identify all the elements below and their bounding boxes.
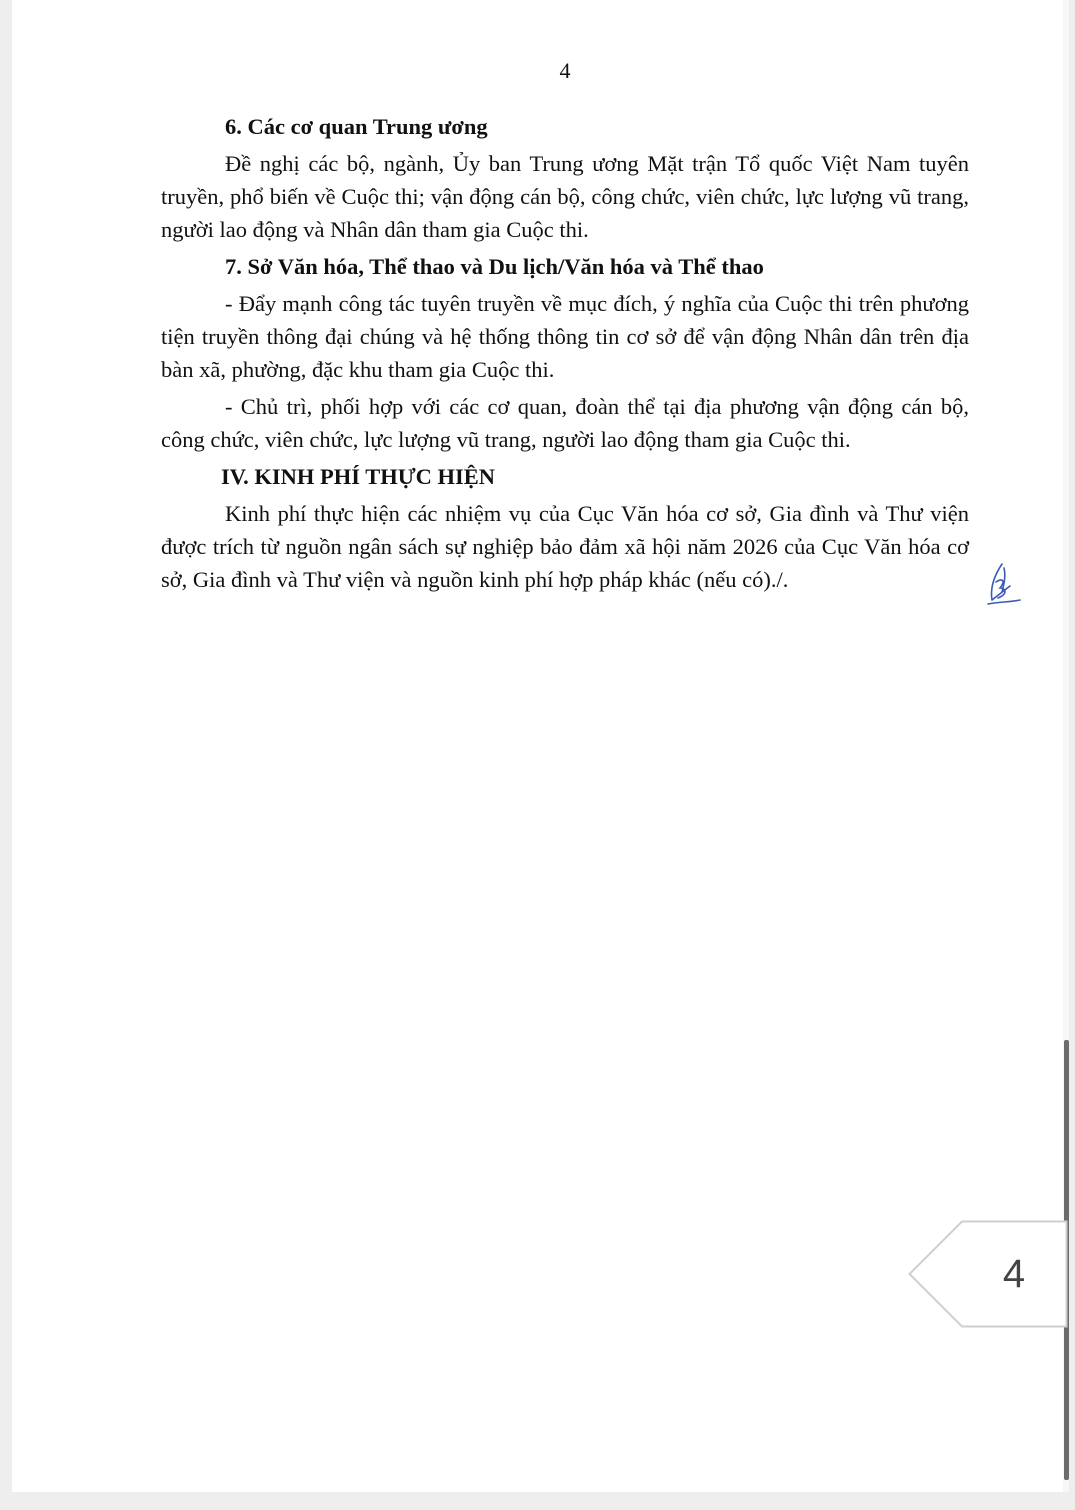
section-heading-culture-department: 7. Sở Văn hóa, Thể thao và Du lịch/Văn hóa và Thể thao — [225, 254, 764, 279]
document-page — [12, 0, 1069, 1492]
document-body — [161, 110, 969, 600]
paragraph-funding: Kinh phí thực hiện các nhiệm vụ của Cục Văn hóa cơ sở, Gia đình và Thư viện được trích từ nguồn ngân sách sự nghiệp bảo đảm xã hội năm 2026 của Cục Văn hóa cơ sở, Gia đình và Thư viện và nguồn kinh phí hợp pháp khác (nếu có)./. — [161, 501, 969, 592]
paragraph-central-agencies: Đề nghị các bộ, ngành, Ủy ban Trung ương Mặt trận Tổ quốc Việt Nam tuyên truyền, phổ biến về Cuộc thi; vận động cán bộ, công chức, viên chức, lực lượng vũ trang, người lao động và Nhân dân tham gia Cuộc thi. — [161, 151, 969, 242]
initial-signature-mark — [980, 558, 1028, 610]
page-number: 4 — [559, 58, 571, 83]
page-indicator-badge — [908, 1220, 1068, 1328]
section-heading-funding: IV. KINH PHÍ THỰC HIỆN — [221, 464, 496, 489]
paragraph-coordinate-agencies: - Chủ trì, phối hợp với các cơ quan, đoàn thể tại địa phương vận động cán bộ, công chức, viên chức, lực lượng vũ trang, người lao động tham gia Cuộc thi. — [161, 394, 969, 452]
section-heading-central-agencies: 6. Các cơ quan Trung ương — [225, 114, 488, 139]
page-indicator-number: 4 — [1002, 1251, 1026, 1296]
paragraph-promote-propaganda: - Đẩy mạnh công tác tuyên truyền về mục đích, ý nghĩa của Cuộc thi trên phương tiện truyền thông đại chúng và hệ thống thông tin cơ sở để vận động Nhân dân trên địa bàn xã, phường, đặc khu tham gia Cuộc thi. — [161, 291, 969, 382]
